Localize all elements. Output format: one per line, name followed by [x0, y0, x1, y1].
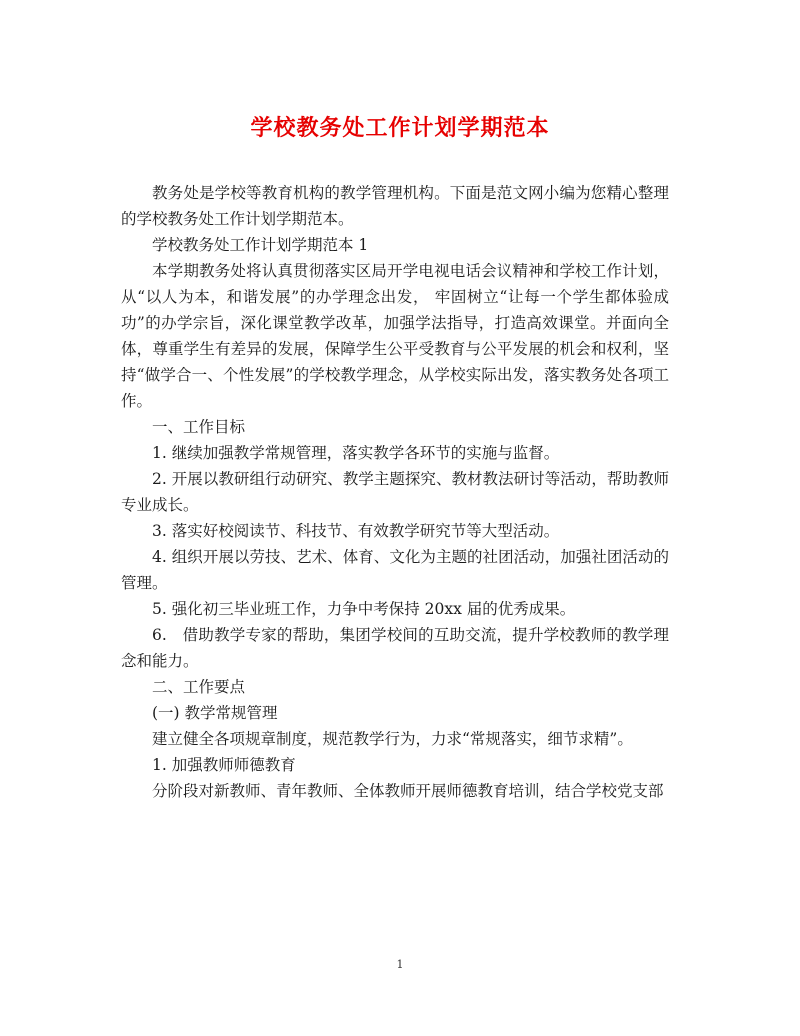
subheading-routine-management: (一) 教学常规管理 — [152, 704, 278, 722]
heading-work-points: 二、工作要点 — [152, 678, 246, 696]
goal-item-4: 4. 组织开展以劳技、艺术、体育、文化为主题的社团活动，加强社团活动的管理。 — [121, 548, 669, 592]
goal-item-5: 5. 强化初三毕业班工作，力争中考保持 20xx 届的优秀成果。 — [152, 600, 576, 618]
document-body — [121, 180, 669, 804]
goal-item-6: 6. 借助教学专家的帮助，集团学校间的互助交流，提升学校教师的教学理念和能力。 — [121, 626, 669, 670]
goal-item-3: 3. 落实好校阅读节、科技节、有效教学研究节等大型活动。 — [152, 522, 560, 540]
paragraph-intro: 教务处是学校等教育机构的教学管理机构。下面是范文网小编为您精心整理的学校教务处工作计划学期范本。 — [121, 184, 669, 228]
page-number: 1 — [396, 958, 404, 971]
heading-work-goals: 一、工作目标 — [152, 418, 246, 436]
goal-item-1: 1. 继续加强教学常规管理，落实教学各环节的实施与监督。 — [152, 444, 560, 462]
paragraph-rules: 建立健全各项规章制度，规范教学行为，力求“常规落实，细节求精”。 — [152, 730, 633, 748]
subheading-ethics-education: 1. 加强教师师德教育 — [152, 756, 296, 774]
paragraph-overview: 本学期教务处将认真贯彻落实区局开学电视电话会议精神和学校工作计划，从“以人为本，和谐发展”的办学理念出发， 牢固树立“让每一个学生都体验成功”的办学宗旨，深化课堂教学改革，加强学法指导，打造高效课堂。并面向全体，尊重学生有差异的发展，保障学生公平受教育与公平发展的机会和权利，坚持“做学合一、个性发展”的学校教学理念，从学校实际出发，落实教务处各项工作。 — [121, 262, 669, 410]
goal-item-2: 2. 开展以教研组行动研究、教学主题探究、教材教法研讨等活动，帮助教师专业成长。 — [121, 470, 669, 514]
document-title: 学校教务处工作计划学期范本 — [250, 115, 550, 141]
paragraph-ethics-training: 分阶段对新教师、青年教师、全体教师开展师德教育培训，结合学校党支部 — [152, 782, 664, 800]
paragraph-subtitle: 学校教务处工作计划学期范本 1 — [152, 236, 369, 254]
